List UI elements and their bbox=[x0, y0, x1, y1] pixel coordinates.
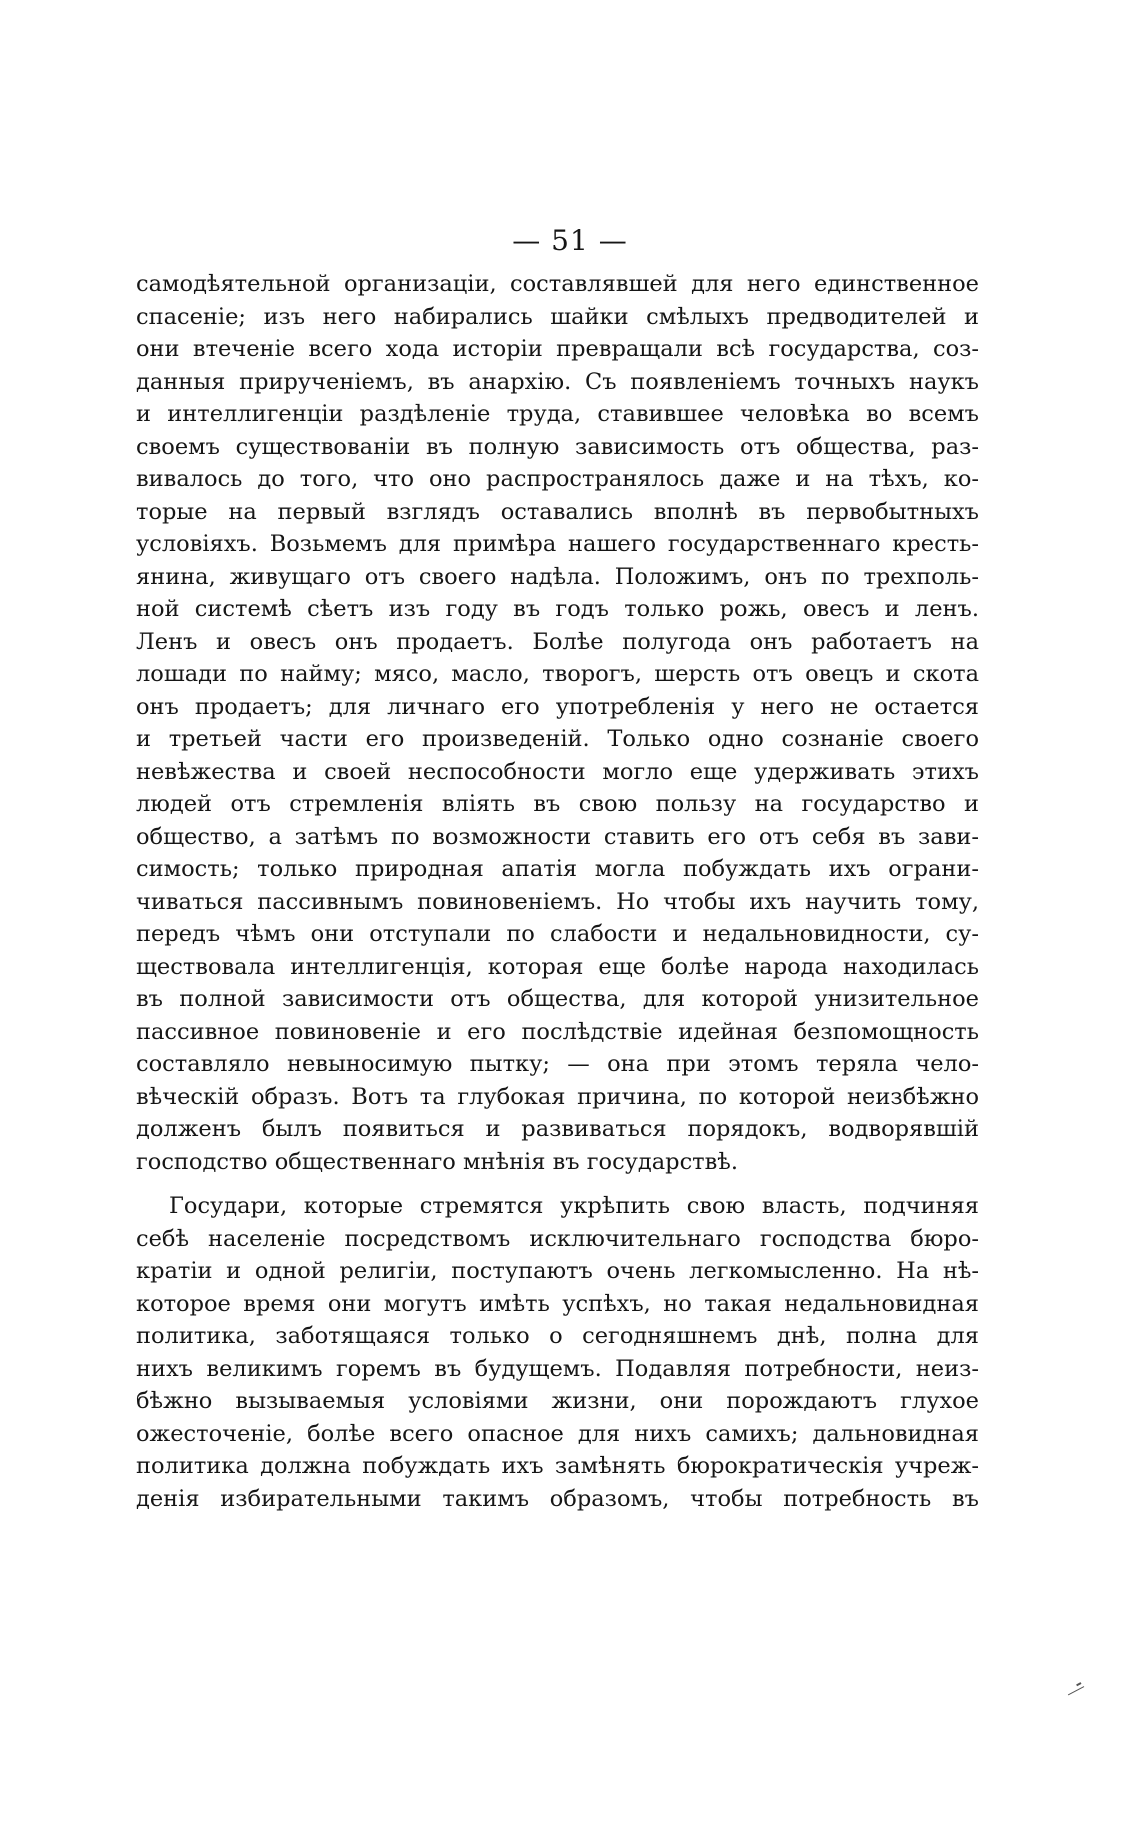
text-line: данныя прирученіемъ, въ анархію. Съ появленіемъ точныхъ наукъ bbox=[136, 368, 979, 395]
text-line: политика должна побуждать ихъ замѣнять бюрократическія учреж- bbox=[136, 1453, 979, 1479]
text-line: политика, заботящаяся только о сегодняшнемъ днѣ, полна для bbox=[136, 1323, 979, 1349]
text-line: денія избирательными такимъ образомъ, чтобы потребность въ bbox=[136, 1485, 979, 1512]
text-line: пассивное повиновеніе и его послѣдствіе идейная безпомощность bbox=[136, 1018, 979, 1045]
text-line: Государи, которые стремятся укрѣпить свою власть, подчиняя bbox=[169, 1193, 979, 1219]
paragraph-2 bbox=[136, 1190, 979, 1515]
text-line: которое время они могутъ имѣть успѣхъ, но такая недальновидная bbox=[136, 1290, 979, 1317]
text-line: нихъ великимъ горемъ въ будущемъ. Подавляя потребности, неиз- bbox=[136, 1355, 979, 1382]
text-line: кратіи и одной религіи, поступаютъ очень легкомысленно. На нѣ- bbox=[136, 1258, 979, 1284]
paragraph-1 bbox=[136, 268, 979, 1178]
text-line: ществовала интеллигенція, которая еще болѣе народа находилась bbox=[136, 953, 979, 980]
text-line: долженъ былъ появиться и развиваться порядокъ, водворявшій bbox=[136, 1116, 979, 1142]
text-line: торые на первый взглядъ оставались вполнѣ въ первобытныхъ bbox=[136, 498, 979, 525]
text-line: онъ продаетъ; для личнаго его употребленія у него не остается bbox=[136, 693, 979, 720]
text-line: господство общественнаго мнѣнія въ государствѣ. bbox=[136, 1148, 739, 1175]
text-line: бѣжно вызываемыя условіями жизни, они порождаютъ глухое bbox=[136, 1388, 979, 1414]
text-line: вивалось до того, что оно распространялось даже и на тѣхъ, ко- bbox=[136, 466, 979, 492]
text-line: ной системѣ сѣетъ изъ году въ годъ только рожь, овесъ и ленъ. bbox=[136, 596, 979, 622]
text-line: и интеллигенціи раздѣленіе труда, ставившее человѣка во всемъ bbox=[136, 401, 979, 427]
text-line: самодѣятельной организаціи, составлявшей для него единственное bbox=[136, 271, 979, 297]
text-line: ожесточеніе, болѣе всего опасное для нихъ самихъ; дальновидная bbox=[136, 1420, 979, 1447]
page-number: — 51 — bbox=[512, 224, 628, 257]
text-line: они втеченіе всего хода исторіи превращали всѣ государства, соз- bbox=[136, 336, 979, 362]
text-line: общество, а затѣмъ по возможности ставить его отъ себя въ зави- bbox=[136, 823, 979, 850]
text-line: составляло невыносимую пытку; — она при этомъ теряла чело- bbox=[136, 1051, 979, 1077]
text-line: людей отъ стремленія вліять въ свою пользу на государство и bbox=[136, 791, 979, 817]
text-line: чиваться пассивнымъ повиновеніемъ. Но чтобы ихъ научить тому, bbox=[136, 888, 979, 915]
text-line: лошади по найму; мясо, масло, творогъ, шерсть отъ овецъ и скота bbox=[136, 661, 979, 687]
text-line: условіяхъ. Возьмемъ для примѣра нашего государственнаго кресть- bbox=[136, 531, 979, 557]
text-line: вѣческій образъ. Вотъ та глубокая причина, по которой неизбѣжно bbox=[136, 1083, 979, 1110]
text-line: янина, живущаго отъ своего надѣла. Положимъ, онъ по трехполь- bbox=[136, 563, 979, 590]
text-line: спасеніе; изъ него набирались шайки смѣлыхъ предводителей и bbox=[136, 303, 979, 330]
text-line: и третьей части его произведеній. Только одно сознаніе своего bbox=[136, 726, 979, 752]
text-line: себѣ населеніе посредствомъ исключительнаго господства бюро- bbox=[136, 1225, 979, 1252]
text-line: своемъ существованіи въ полную зависимость отъ общества, раз- bbox=[136, 433, 979, 460]
text-line: въ полной зависимости отъ общества, для которой унизительное bbox=[136, 986, 979, 1012]
text-line: невѣжества и своей неспособности могло еще удерживать этихъ bbox=[136, 758, 979, 785]
text-line: Ленъ и овесъ онъ продаетъ. Болѣе полугода онъ работаетъ на bbox=[136, 628, 979, 655]
text-line: передъ чѣмъ они отступали по слабости и недальновидности, су- bbox=[136, 921, 979, 947]
text-line: симость; только природная апатія могла побуждать ихъ ограни- bbox=[136, 856, 979, 882]
margin-pencil-mark bbox=[1068, 1686, 1086, 1699]
